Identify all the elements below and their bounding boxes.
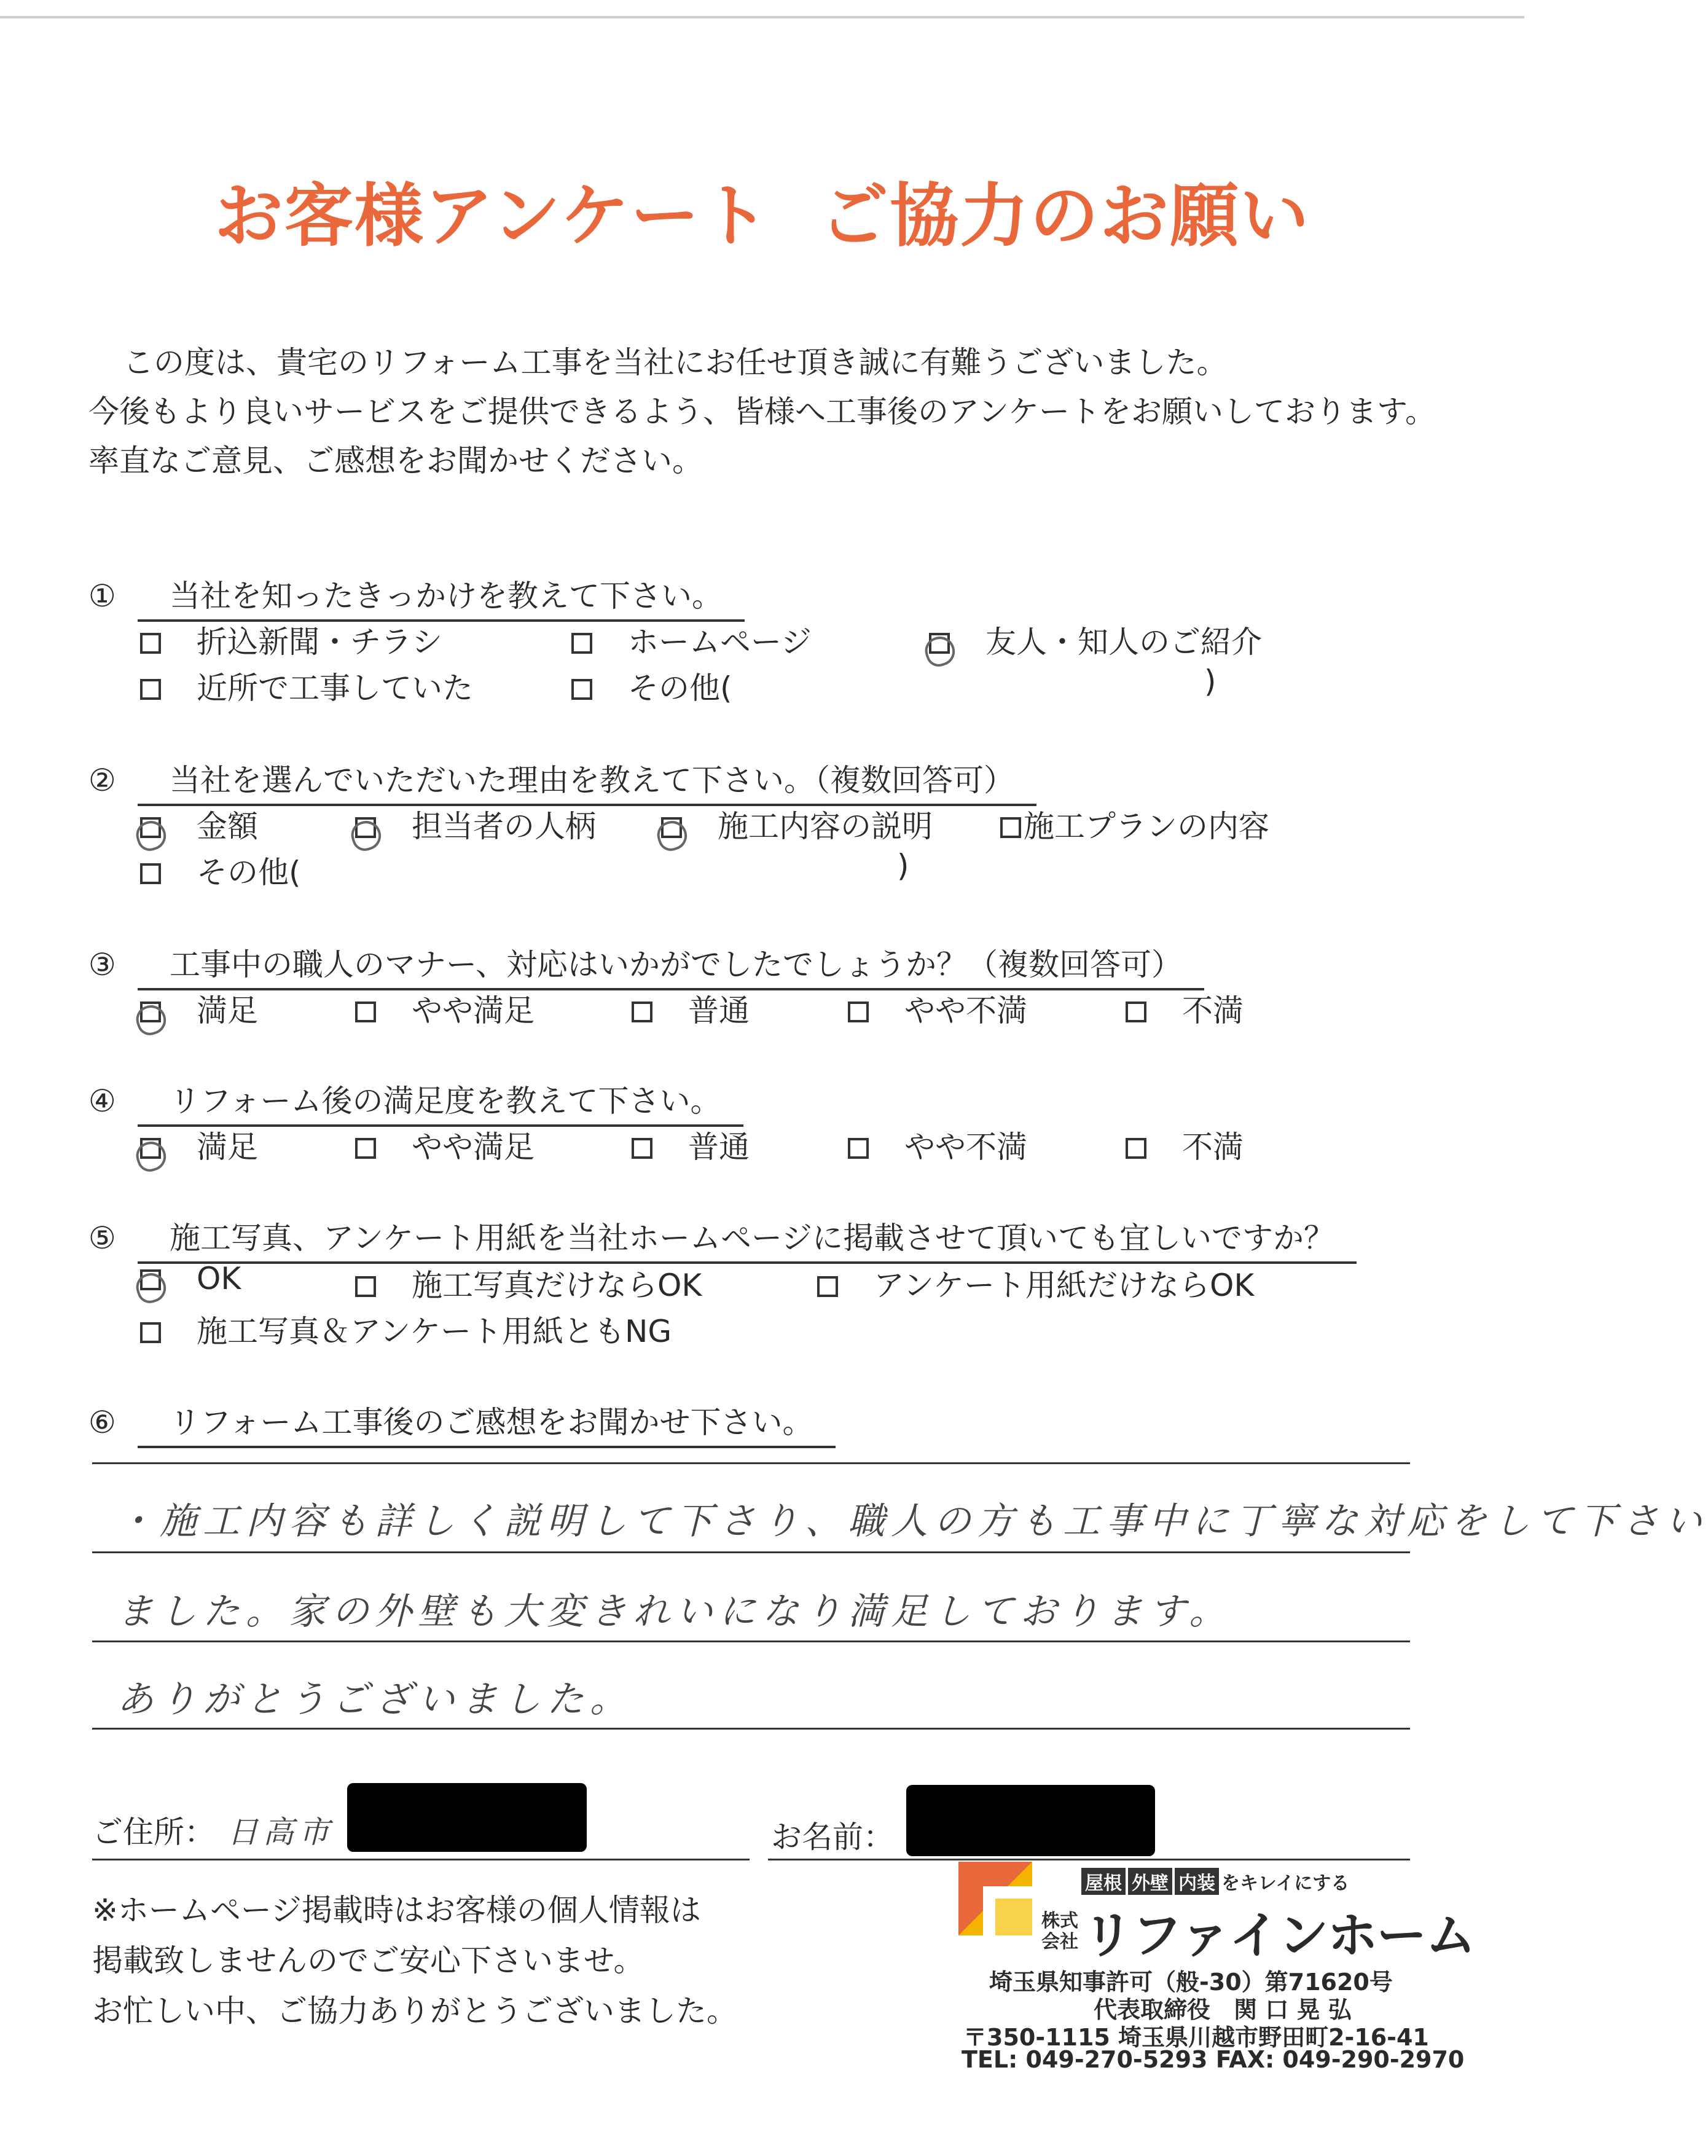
q5-option-photo-only[interactable] — [355, 1261, 702, 1305]
company-type-line-2: 会社 — [1041, 1931, 1078, 1953]
intro-text — [88, 338, 1436, 485]
company-address: 〒350-1115 埼玉県川越市野田町2-16-41 — [963, 2024, 1429, 2051]
company-type — [1038, 1911, 1081, 1953]
q3-option-neutral-label: 普通 — [688, 993, 750, 1029]
company-type-line-1: 株式 — [1041, 1910, 1078, 1932]
q2-option-other[interactable] — [140, 848, 301, 892]
q3-option-dissatisfied-label: 不満 — [1182, 993, 1244, 1029]
q4-option-somewhat-dissatisfied-label: やや不満 — [904, 1129, 1027, 1165]
q3-option-somewhat-satisfied-label: やや満足 — [412, 993, 535, 1029]
q2-option-explanation-checkbox[interactable] — [661, 817, 682, 838]
q2-option-other-label: その他( — [197, 855, 301, 890]
q2-option-other-checkbox[interactable] — [140, 863, 161, 884]
q4-option-dissatisfied-label: 不満 — [1182, 1129, 1244, 1165]
q1-option-referral-checkbox[interactable] — [929, 633, 950, 654]
question-5-number: ⑤ — [88, 1220, 116, 1256]
q4-option-somewhat-satisfied-checkbox[interactable] — [355, 1138, 376, 1159]
q4-option-satisfied-checkbox[interactable] — [140, 1138, 161, 1159]
q5-option-both-ng-label: 施工写真＆アンケート用紙ともNG — [197, 1314, 672, 1349]
q1-option-nearby-label: 近所で工事していた — [197, 670, 473, 706]
q2-option-price-checkbox[interactable] — [140, 817, 161, 838]
q2-option-price-label: 金額 — [197, 809, 258, 844]
handwritten-answer-line-1: ・施工内容も詳しく説明して下さり、職人の方も工事中に丁寧な対応をして下さい — [117, 1500, 1708, 1543]
q1-option-homepage[interactable] — [571, 617, 812, 662]
q4-option-satisfied-label: 満足 — [197, 1129, 258, 1165]
question-3-heading — [88, 940, 1204, 990]
q1-option-homepage-checkbox[interactable] — [571, 633, 592, 654]
q5-option-photo-only-label: 施工写真だけならOK — [412, 1268, 702, 1303]
footer-note — [92, 1885, 737, 2036]
question-6-number: ⑥ — [88, 1405, 116, 1440]
footer-note-line-1: ※ホームページ掲載時はお客様の個人情報は — [92, 1892, 701, 1928]
tag-interior: 内装 — [1175, 1868, 1219, 1895]
company-tel-fax: TEL: 049-270-5293 FAX: 049-290-2970 — [962, 2046, 1465, 2073]
q2-option-staff[interactable] — [355, 802, 596, 846]
name-underline — [768, 1859, 1410, 1860]
question-6-text: リフォーム工事後のご感想をお聞かせ下さい。 — [138, 1398, 836, 1448]
question-2-heading — [88, 756, 1036, 806]
q2-option-staff-checkbox[interactable] — [355, 817, 376, 838]
question-4-text: リフォーム後の満足度を教えて下さい。 — [138, 1076, 743, 1127]
q2-option-explanation[interactable] — [661, 802, 933, 846]
company-tagline — [1081, 1868, 1349, 1895]
q4-option-somewhat-dissatisfied[interactable] — [848, 1123, 1027, 1167]
footer-note-line-3: お忙しい中、ご協力ありがとうございました。 — [92, 1993, 737, 2029]
title-part1: お客様アンケート — [214, 176, 771, 256]
question-5-heading — [88, 1213, 1357, 1264]
question-1-text: 当社を知ったきっかけを教えて下さい。 — [138, 571, 745, 622]
question-4-heading — [88, 1076, 743, 1127]
tag-wall: 外壁 — [1128, 1868, 1172, 1895]
q3-option-neutral-checkbox[interactable] — [632, 1002, 652, 1022]
answer-rule-2 — [92, 1551, 1410, 1553]
name-redaction — [906, 1785, 1155, 1856]
q4-option-neutral-checkbox[interactable] — [632, 1138, 652, 1159]
address-value: 日高市 — [227, 1814, 334, 1850]
q3-option-dissatisfied[interactable] — [1126, 986, 1244, 1030]
q2-option-explanation-label: 施工内容の説明 — [718, 809, 933, 844]
q4-option-dissatisfied[interactable] — [1126, 1123, 1244, 1167]
q3-option-somewhat-dissatisfied-label: やや不満 — [904, 993, 1027, 1029]
tag-roof: 屋根 — [1081, 1868, 1126, 1895]
question-4-number: ④ — [88, 1083, 116, 1119]
company-license: 埼玉県知事許可（般-30）第71620号 — [989, 1969, 1393, 1996]
answer-rule-4 — [92, 1728, 1410, 1730]
name-field[interactable] — [771, 1813, 894, 1857]
q5-option-both-ng[interactable] — [140, 1307, 672, 1351]
address-underline — [92, 1859, 750, 1860]
q1-option-nearby[interactable] — [140, 664, 473, 708]
q5-option-survey-only-checkbox[interactable] — [817, 1276, 838, 1297]
q3-option-somewhat-dissatisfied-checkbox[interactable] — [848, 1002, 869, 1022]
q3-option-neutral[interactable] — [632, 986, 750, 1030]
intro-line-3: 率直なご意見、ご感想をお聞かせください。 — [88, 443, 703, 479]
q2-option-plan-label: 施工プランの内容 — [1024, 809, 1269, 844]
q3-option-satisfied[interactable] — [140, 986, 258, 1030]
q3-option-somewhat-satisfied[interactable] — [355, 986, 535, 1030]
q2-option-staff-label: 担当者の人柄 — [412, 809, 596, 844]
title-part2: ご協力のお願い — [820, 176, 1310, 256]
q2-option-plan[interactable] — [1000, 802, 1269, 846]
q4-option-somewhat-satisfied[interactable] — [355, 1123, 535, 1167]
handwritten-answer-line-2: ました。家の外壁も大変きれいになり満足しております。 — [117, 1590, 1232, 1633]
q1-other-close-paren: ) — [1204, 664, 1216, 699]
question-1-heading — [88, 571, 745, 622]
q1-option-other[interactable] — [571, 664, 732, 708]
intro-line-2: 今後もより良いサービスをご提供できるよう、皆様へ工事後のアンケートをお願いしております。 — [88, 394, 1436, 429]
q4-option-neutral[interactable] — [632, 1123, 750, 1167]
top-border — [0, 16, 1524, 18]
q4-option-somewhat-dissatisfied-checkbox[interactable] — [848, 1138, 869, 1159]
q2-other-close-paren: ) — [897, 848, 909, 884]
question-3-number: ③ — [88, 947, 116, 982]
q5-option-both-ng-checkbox[interactable] — [140, 1322, 161, 1343]
q1-option-other-checkbox[interactable] — [571, 679, 592, 700]
question-6-heading — [88, 1398, 836, 1448]
q3-option-satisfied-label: 満足 — [197, 993, 258, 1029]
answer-rule-3 — [92, 1641, 1410, 1642]
answer-rule-1 — [92, 1462, 1410, 1464]
q1-option-homepage-label: ホームページ — [628, 624, 812, 660]
q4-option-satisfied[interactable] — [140, 1123, 258, 1167]
address-label: ご住所： — [92, 1814, 215, 1850]
q5-option-ok[interactable] — [140, 1261, 241, 1296]
question-1-number: ① — [88, 578, 116, 614]
q3-option-dissatisfied-checkbox[interactable] — [1126, 1002, 1146, 1022]
q1-option-referral[interactable] — [929, 617, 1262, 662]
q5-option-survey-only[interactable] — [817, 1261, 1254, 1305]
company-representative: 代表取締役 関 口 晃 弘 — [1094, 1996, 1352, 2023]
address-redaction — [347, 1783, 587, 1852]
tagline-rest: をキレイにする — [1221, 1873, 1350, 1894]
page-title — [0, 161, 1524, 260]
q1-option-other-label: その他( — [628, 670, 732, 706]
name-label: お名前： — [771, 1819, 894, 1855]
question-5-text: 施工写真、アンケート用紙を当社ホームページに掲載させて頂いても宜しいですか？ — [138, 1213, 1357, 1264]
question-3-text: 工事中の職人のマナー、対応はいかがでしたでしょうか？（複数回答可） — [138, 940, 1204, 990]
q5-option-ok-checkbox[interactable] — [140, 1269, 161, 1290]
q2-option-plan-checkbox[interactable] — [1000, 817, 1021, 838]
q5-option-survey-only-label: アンケート用紙だけならOK — [874, 1268, 1255, 1303]
q5-option-ok-label: OK — [197, 1261, 241, 1296]
q4-option-neutral-label: 普通 — [688, 1129, 750, 1165]
q1-option-referral-label: 友人・知人のご紹介 — [985, 624, 1262, 660]
q1-option-flyer-label: 折込新聞・チラシ — [197, 624, 442, 660]
q1-option-flyer[interactable] — [140, 617, 442, 662]
address-field[interactable] — [92, 1808, 334, 1852]
q3-option-satisfied-checkbox[interactable] — [140, 1002, 161, 1022]
q4-option-somewhat-satisfied-label: やや満足 — [412, 1129, 535, 1165]
footer-note-line-2: 掲載致しませんのでご安心下さいませ。 — [92, 1943, 644, 1978]
q4-option-dissatisfied-checkbox[interactable] — [1126, 1138, 1146, 1159]
company-name: リファインホーム — [1083, 1907, 1475, 1965]
q5-option-photo-only-checkbox[interactable] — [355, 1276, 376, 1297]
intro-line-1: この度は、貴宅のリフォーム工事を当社にお任せ頂き誠に有難うございました。 — [123, 345, 1228, 380]
q3-option-somewhat-dissatisfied[interactable] — [848, 986, 1027, 1030]
handwritten-answer-line-3: ありがとうございました。 — [117, 1678, 633, 1721]
q1-option-nearby-checkbox[interactable] — [140, 679, 161, 700]
q2-option-price[interactable] — [140, 802, 258, 846]
q3-option-somewhat-satisfied-checkbox[interactable] — [355, 1002, 376, 1022]
q1-option-flyer-checkbox[interactable] — [140, 633, 161, 654]
question-2-text: 当社を選んでいただいた理由を教えて下さい。（複数回答可） — [138, 756, 1036, 806]
question-2-number: ② — [88, 762, 116, 798]
